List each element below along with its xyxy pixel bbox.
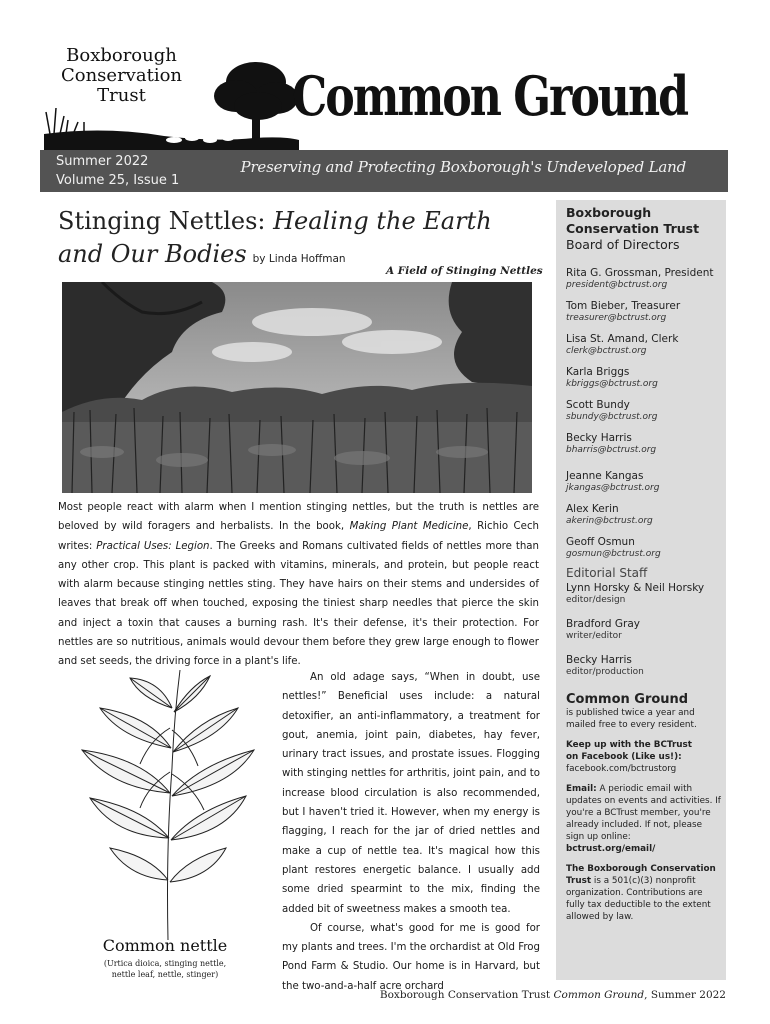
staff-member: Becky Harris editor/production [566, 654, 644, 677]
article-paragraph-2: An old adage says, “When in doubt, use nettles!” Beneficial uses include: a natural detoxifier, an anti-inflammatory, a treatment for gout, anemia, joint pain, diabetes, hay fever, urinary tract issues, and prostate issues. Flogging with stinging nettles for arthritis, joint pain, and to increase blood circulation is also recommended, but I haven't tried it. However, when my energy is flagging, I reach for the jar of dried nettles and make a cup of nettle tea. It's magical how this plant restores energetic balance. I usually add some dried spearmint to the mix, finding the added bit of sweetness makes a smooth tea. [282, 672, 540, 915]
staff-member: Bradford Gray writer/editor [566, 618, 640, 641]
staff-member: Lynn Horsky & Neil Horsky editor/design [566, 582, 705, 605]
common-ground-info: is published twice a year and mailed free to every resident. [566, 708, 697, 730]
sidebar-heading-3: Board of Directors [566, 237, 680, 252]
facebook-info: Keep up with the BCTrust on Facebook (Like us!): facebook.com/bctrustorg [566, 739, 722, 775]
member-email-link[interactable]: treasurer@bctrust.org [566, 313, 667, 323]
article-intro-paragraph: Most people react with alarm when I mention stinging nettles, but the truth is nettles are beloved by wild foragers and herbalists. In the book, Making Plant Medicine, Richio Cech writes: Practical Uses: Legion. The Greeks and Romans cultivated fields of nettles more than any other crop. This plant is packed with vitamins, minerals, and protein, but people react with alarm because stinging nettles sting. They have hairs on their stems and undersides of leaves that break off when touched, exposing the tiniest sharp needles that pierce the skin and inject a toxin that causes a burning rash. It's their defense, it's their protection. For nettles are so nutritious, animals would devour them before they grew large enough to flower and set seeds, the driving force in a plant's life. [58, 502, 540, 668]
member-email-link[interactable]: gosmun@bctrust.org [566, 549, 661, 559]
email-signup-link[interactable]: bctrust.org/email/ [566, 844, 656, 854]
issue-volume: Volume 25, Issue 1 [56, 173, 180, 188]
issue-season: Summer 2022 [56, 154, 149, 169]
member-email-link[interactable]: clerk@bctrust.org [566, 346, 647, 356]
email-info: Email: A periodic email with updates on events and activities. If you're a BCTrust member, you're already included. If not, please sign up online: bctrust.org/email/ [566, 784, 721, 854]
page-footer: Boxborough Conservation Trust Common Ground, Summer 2022 [379, 989, 726, 1001]
member-email-link[interactable]: jkangas@bctrust.org [566, 483, 660, 493]
member-email-link[interactable]: president@bctrust.org [566, 280, 668, 290]
headline-italic-1: Healing the Earth [273, 207, 492, 235]
board-member: Jeanne Kangas jkangas@bctrust.org [566, 470, 722, 494]
article-paragraph-3: Of course, what's good for me is good for my plants and trees. I'm the orchardist at Old Frog Pond Farm & Studio. Our home is in Harvard, but the two-and-a-half acre orchard [282, 922, 540, 992]
byline: by Linda Hoffman [252, 253, 346, 265]
tagline: Preserving and Protecting Boxborough's Undeveloped Land [240, 158, 686, 176]
nettle-field-photo [62, 282, 532, 493]
board-member: Tom Bieber, Treasurer treasurer@bctrust.org [566, 300, 722, 324]
board-member: Rita G. Grossman, President president@bctrust.org [566, 267, 722, 291]
board-member: Alex Kerin akerin@bctrust.org [566, 503, 722, 527]
member-email-link[interactable]: bharris@bctrust.org [566, 445, 657, 455]
board-member: Becky Harris bharris@bctrust.org [566, 432, 722, 456]
sidebar [556, 200, 726, 980]
member-email-link[interactable]: akerin@bctrust.org [566, 516, 653, 526]
member-email-link[interactable]: kbriggs@bctrust.org [566, 379, 658, 389]
facebook-link[interactable]: facebook.com/bctrustorg [566, 764, 677, 774]
headline-italic-2: and Our Bodies [58, 240, 247, 268]
trust-nonprofit-info: The Boxborough Conservation Trust is a 501(c)(3) nonprofit organization. Contributions are fully tax deductible to the extent allowed by law. [566, 864, 716, 922]
plant-latin-names: (Urtica dioica, stinging nettle, nettle leaf, nettle, stinger) [103, 959, 227, 979]
masthead [40, 40, 728, 150]
board-member: Lisa St. Amand, Clerk clerk@bctrust.org [566, 333, 722, 357]
board-member: Karla Briggs kbriggs@bctrust.org [566, 366, 722, 390]
article-column-2 [282, 668, 540, 996]
sidebar-heading-2: Conservation Trust [566, 221, 700, 236]
organization-name: Boxborough Conservation Trust [60, 45, 183, 106]
issue-info [56, 152, 179, 190]
member-email-link[interactable]: sbundy@bctrust.org [566, 412, 658, 422]
board-member: Scott Bundy sbundy@bctrust.org [566, 399, 722, 423]
nettle-illustration [70, 668, 260, 940]
headline-plain: Stinging Nettles: [58, 207, 274, 235]
issue-band [40, 150, 728, 192]
board-member: Geoff Osmun gosmun@bctrust.org [566, 536, 722, 560]
photo-caption: A Field of Stinging Nettles [386, 265, 543, 277]
common-ground-heading: Common Ground [566, 692, 689, 707]
sidebar-heading-1: Boxborough [566, 205, 652, 220]
plant-name: Common nettle [102, 936, 228, 955]
newsletter-title: Common Ground [292, 64, 688, 128]
staff-heading: Editorial Staff [566, 566, 648, 580]
